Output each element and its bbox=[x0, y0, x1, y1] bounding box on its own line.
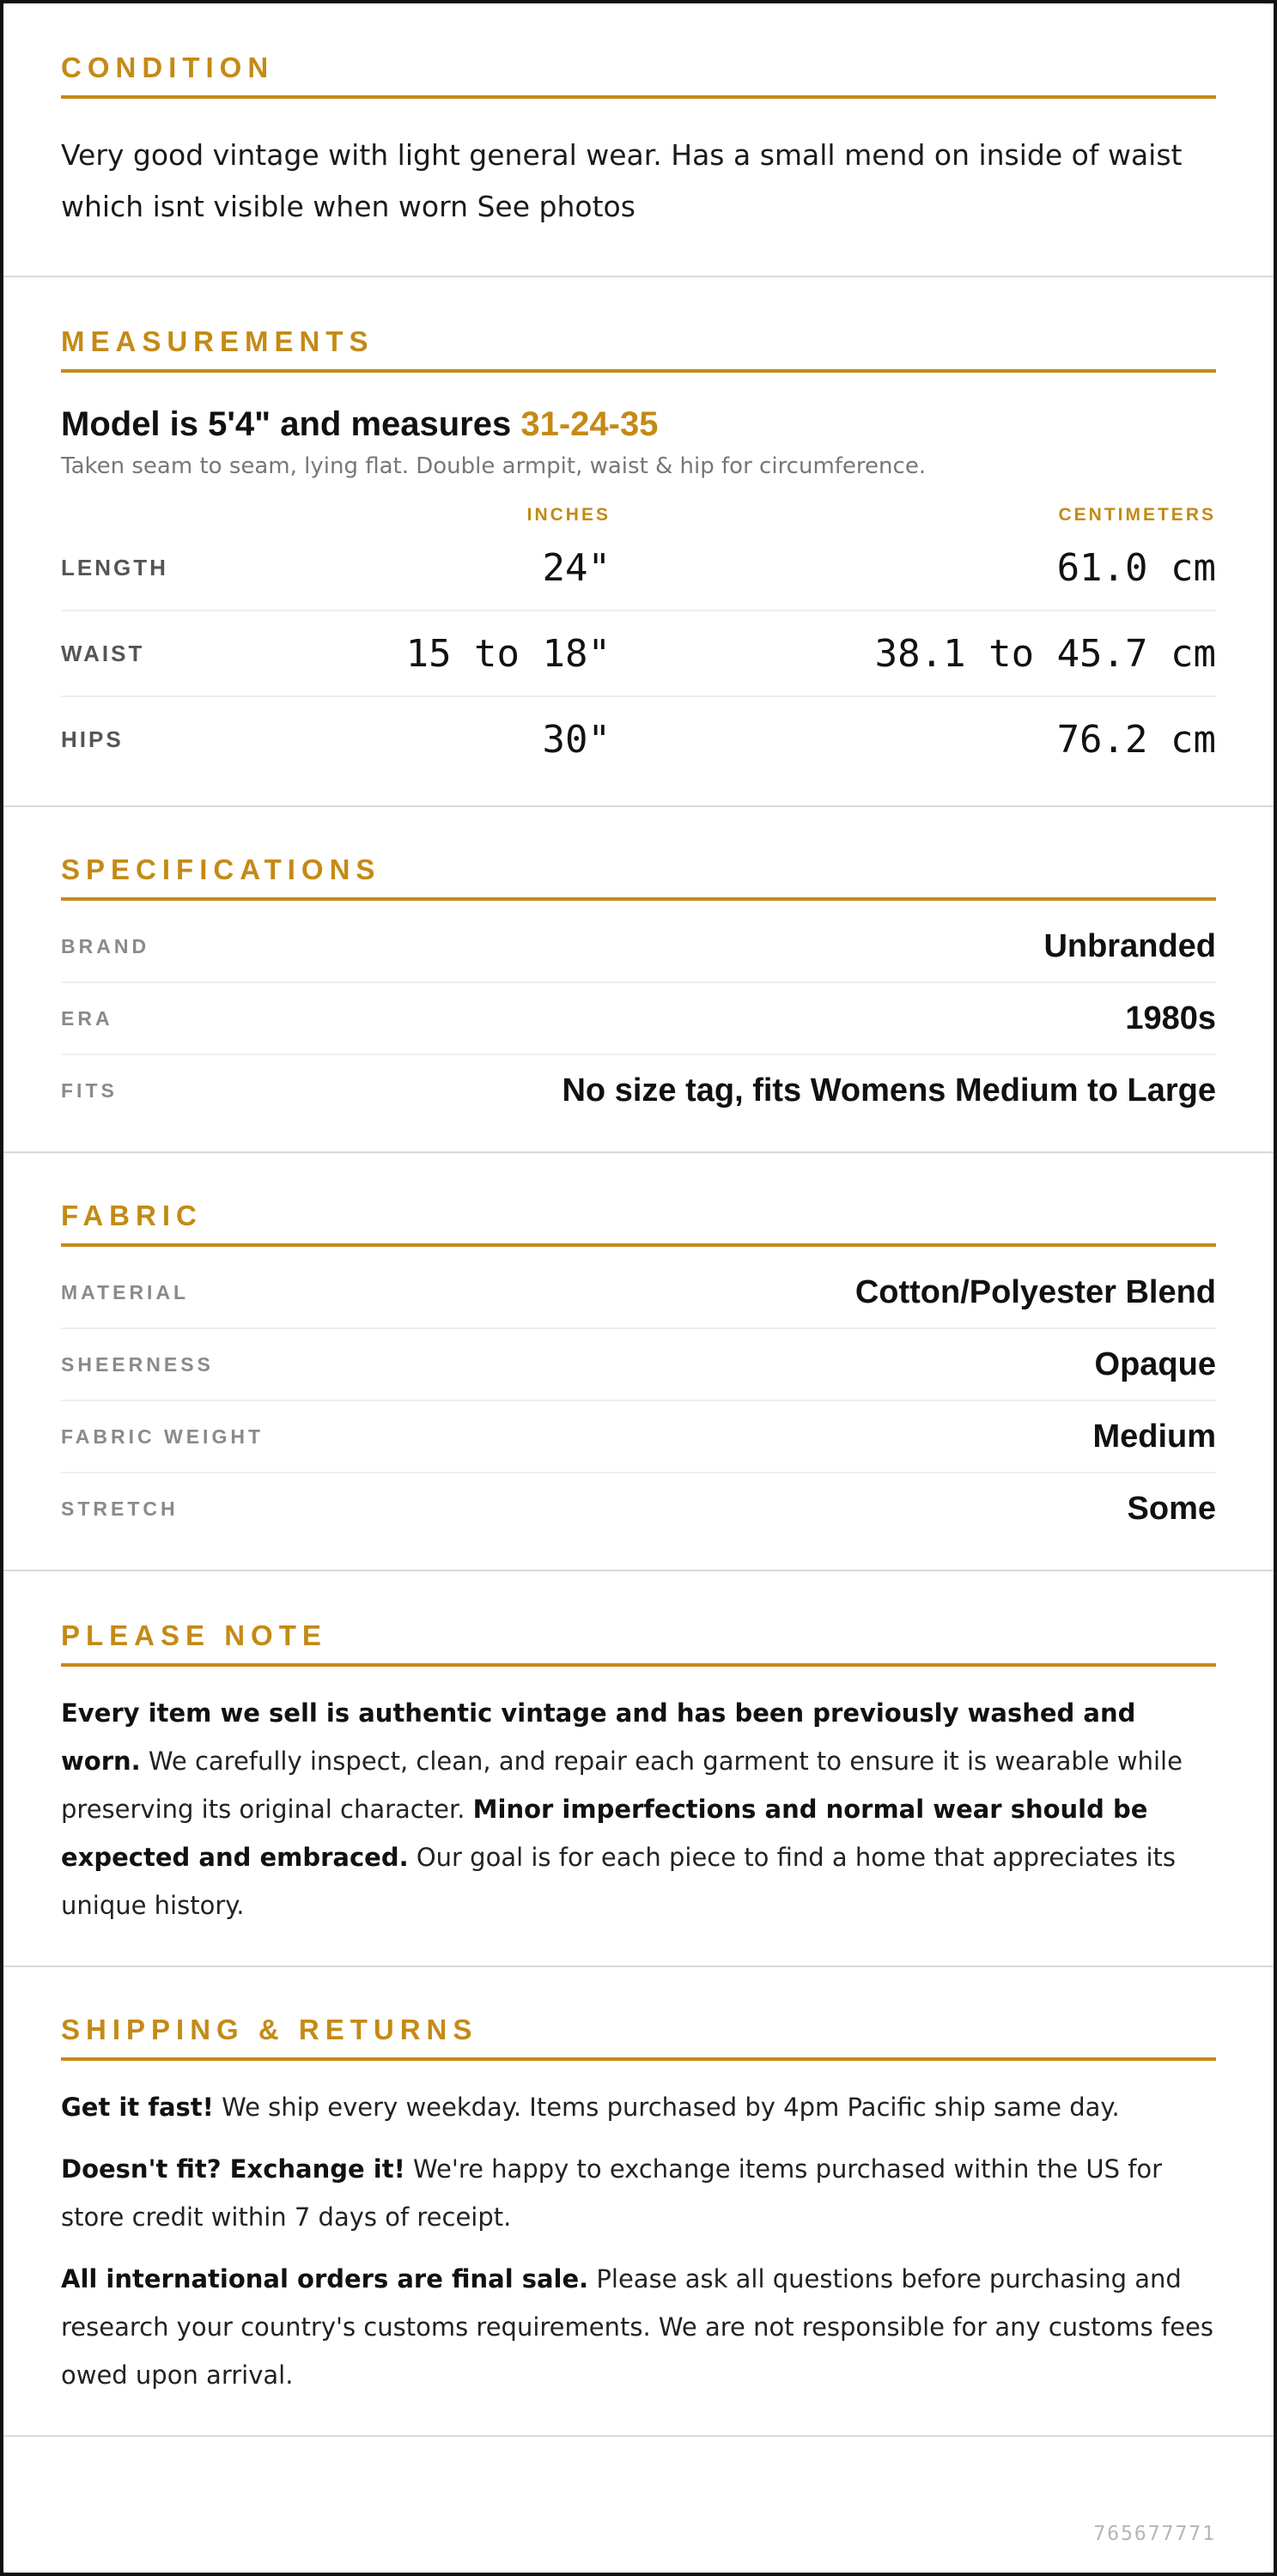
spec-value: 1980s bbox=[1125, 999, 1216, 1036]
shipping-paragraph-exchange bbox=[61, 2145, 1216, 2241]
spec-row-brand bbox=[61, 911, 1216, 983]
specifications-section bbox=[3, 807, 1274, 1153]
please-note-section bbox=[3, 1571, 1274, 1967]
fabric-value: Medium bbox=[1092, 1418, 1216, 1455]
measurement-cm: 61.0 cm bbox=[1056, 545, 1216, 590]
specifications-heading: SPECIFICATIONS bbox=[61, 855, 1216, 901]
model-measurements-values: 31-24-35 bbox=[520, 405, 659, 443]
please-note-heading: PLEASE NOTE bbox=[61, 1621, 1216, 1667]
measurement-label: WAIST bbox=[61, 640, 145, 666]
shipping-international-text: Please ask all questions before purchasing and research your country's customs requirements. We are not responsible for any customs fees owed upon arrival. bbox=[61, 2264, 1213, 2390]
note-bold-imperfections: Minor imperfections and normal wear should be expected and embraced. bbox=[61, 1795, 1148, 1872]
spec-label: FITS bbox=[61, 1078, 118, 1102]
measurement-cm: 76.2 cm bbox=[1056, 717, 1216, 762]
fabric-label: STRETCH bbox=[61, 1497, 179, 1520]
shipping-fast-text: We ship every weekday. Items purchased by 4pm Pacific ship same day. bbox=[213, 2093, 1120, 2122]
spec-label: BRAND bbox=[61, 934, 150, 957]
spec-row-era bbox=[61, 983, 1216, 1055]
measurement-row-length bbox=[61, 526, 1216, 611]
fabric-label: MATERIAL bbox=[61, 1280, 190, 1303]
measurement-label: HIPS bbox=[61, 726, 124, 752]
spec-value: No size tag, fits Womens Medium to Large bbox=[562, 1072, 1216, 1109]
condition-heading: CONDITION bbox=[61, 53, 1216, 99]
fabric-row-weight bbox=[61, 1401, 1216, 1473]
column-header-inches: INCHES bbox=[526, 505, 611, 525]
column-header-centimeters: CENTIMETERS bbox=[1058, 505, 1216, 525]
model-measurements bbox=[61, 404, 1216, 445]
note-text-goal: Our goal is for each piece to find a home that appreciates its unique history. bbox=[61, 1843, 1177, 1920]
measurement-row-hips bbox=[61, 697, 1216, 781]
measurement-inches: 24" bbox=[542, 545, 611, 590]
measurement-label: LENGTH bbox=[61, 554, 168, 580]
shipping-international-bold: All international orders are final sale. bbox=[61, 2264, 589, 2293]
shipping-paragraph-fast bbox=[61, 2083, 1216, 2131]
measurements-section bbox=[3, 277, 1274, 807]
fabric-row-sheerness bbox=[61, 1329, 1216, 1401]
fabric-section bbox=[3, 1153, 1274, 1571]
fabric-heading: FABRIC bbox=[61, 1201, 1216, 1247]
fabric-label: SHEERNESS bbox=[61, 1352, 214, 1376]
spec-label: ERA bbox=[61, 1006, 113, 1030]
fabric-value: Cotton/Polyester Blend bbox=[854, 1273, 1216, 1310]
fabric-row-stretch bbox=[61, 1473, 1216, 1544]
shipping-section bbox=[3, 1967, 1274, 2437]
note-bold-authentic: Every item we sell is authentic vintage and has been previously washed and worn. bbox=[61, 1698, 1136, 1776]
measurements-heading: MEASUREMENTS bbox=[61, 327, 1216, 373]
model-measurements-prefix: Model is 5'4" and measures bbox=[61, 405, 521, 443]
measurement-inches: 30" bbox=[542, 717, 611, 762]
measurement-cm: 38.1 to 45.7 cm bbox=[874, 631, 1216, 676]
shipping-exchange-text: We're happy to exchange items purchased within the US for store credit within 7 days of receipt. bbox=[61, 2154, 1163, 2232]
fabric-label: FABRIC WEIGHT bbox=[61, 1425, 264, 1448]
fabric-value: Opaque bbox=[1094, 1346, 1216, 1382]
shipping-fast-bold: Get it fast! bbox=[61, 2093, 214, 2122]
spec-row-fits bbox=[61, 1055, 1216, 1126]
fabric-row-material bbox=[61, 1257, 1216, 1329]
condition-description: Very good vintage with light general wear. Has a small mend on inside of waist which isnt visible when worn See photos bbox=[61, 138, 1183, 223]
shipping-exchange-bold: Doesn't fit? Exchange it! bbox=[61, 2154, 405, 2184]
measurements-table bbox=[61, 526, 1216, 781]
column-header-spacer bbox=[61, 505, 319, 526]
condition-section bbox=[3, 3, 1274, 277]
shipping-paragraph-international bbox=[61, 2255, 1216, 2399]
note-text-inspect: We carefully inspect, clean, and repair each garment to ensure it is wearable while preserving its original character. bbox=[61, 1747, 1183, 1824]
shipping-heading: SHIPPING & RETURNS bbox=[61, 2015, 1216, 2061]
please-note-body bbox=[61, 1689, 1216, 1929]
measurement-row-waist bbox=[61, 611, 1216, 697]
measurement-inches: 15 to 18" bbox=[405, 631, 611, 676]
product-id: 765677771 bbox=[1093, 2523, 1216, 2545]
fabric-value: Some bbox=[1127, 1490, 1216, 1527]
measurement-method-note: Taken seam to seam, lying flat. Double armpit, waist & hip for circumference. bbox=[61, 453, 927, 479]
measurements-column-headers bbox=[61, 505, 1216, 526]
spec-value: Unbranded bbox=[1043, 927, 1216, 964]
